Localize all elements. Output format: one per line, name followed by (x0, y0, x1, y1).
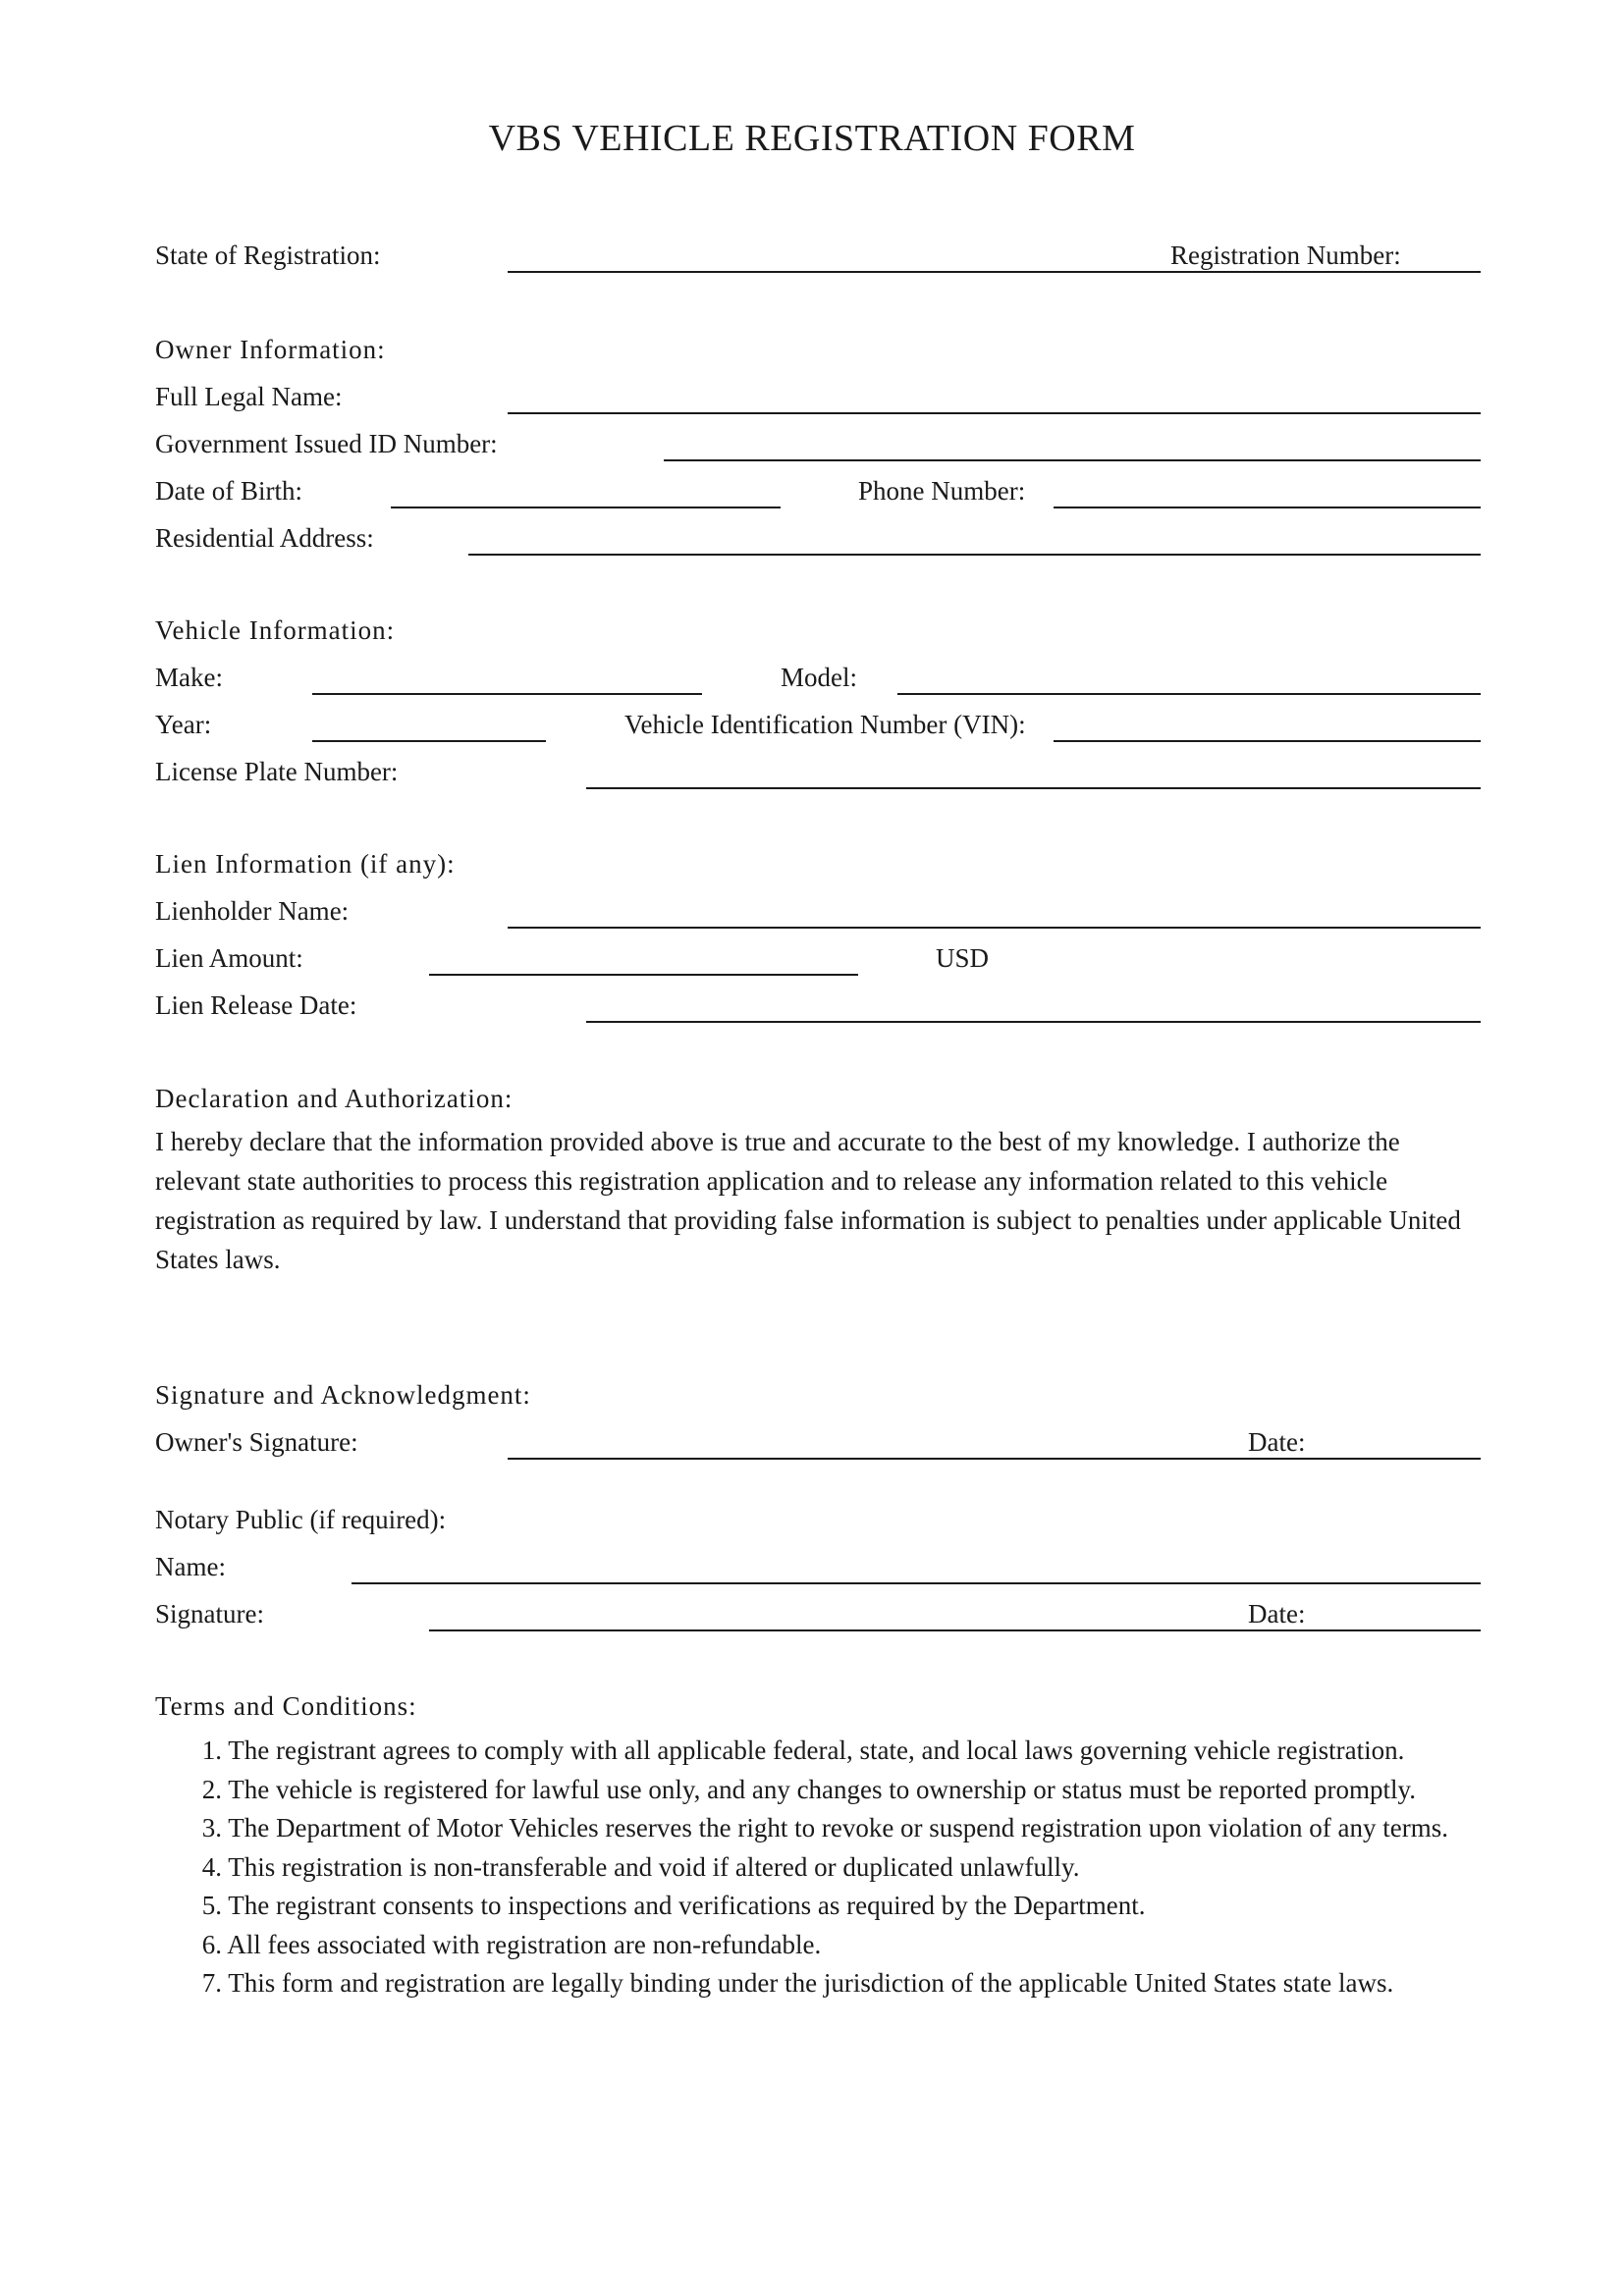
owner-signature-label: Owner's Signature: (155, 1427, 358, 1457)
terms-heading: Terms and Conditions: (155, 1691, 417, 1721)
residential-address-label: Residential Address: (155, 523, 374, 553)
year-field[interactable] (312, 740, 546, 742)
declaration-text (155, 1122, 1490, 1279)
terms-item-text: The registrant agrees to comply with all applicable federal, state, and local laws governing vehicle registration. (228, 1735, 1405, 1765)
terms-item (155, 1732, 1530, 1771)
notary-signature-field[interactable] (429, 1629, 1481, 1631)
date-of-birth-label: Date of Birth: (155, 476, 302, 506)
owner-information-heading: Owner Information: (155, 335, 386, 364)
terms-item (155, 1926, 1530, 1965)
notary-name-label: Name: (155, 1552, 226, 1581)
declaration-heading: Declaration and Authorization: (155, 1084, 514, 1113)
vehicle-information-heading: Vehicle Information: (155, 615, 396, 645)
terms-item-number: 7. (201, 1968, 222, 1998)
make-label: Make: (155, 663, 223, 692)
residential-address-field[interactable] (468, 554, 1481, 556)
terms-item-number: 4. (201, 1851, 222, 1882)
currency-label: USD (936, 943, 990, 973)
terms-item-text: The vehicle is registered for lawful use only, and any changes to ownership or status must be reported promptly. (228, 1774, 1416, 1804)
vin-label: Vehicle Identification Number (VIN): (624, 710, 1026, 739)
owner-signature-date-label: Date: (1248, 1427, 1306, 1457)
terms-item (155, 1887, 1530, 1926)
model-label: Model: (781, 663, 857, 692)
license-plate-label: License Plate Number: (155, 757, 399, 786)
date-of-birth-field[interactable] (391, 507, 781, 508)
lien-release-date-field[interactable] (586, 1021, 1481, 1023)
notary-heading: Notary Public (if required): (155, 1505, 447, 1534)
lien-information-heading: Lien Information (if any): (155, 849, 456, 879)
year-label: Year: (155, 710, 212, 739)
government-id-label: Government Issued ID Number: (155, 429, 498, 458)
terms-item-text: This registration is non-transferable and void if altered or duplicated unlawfully. (228, 1851, 1080, 1882)
state-of-registration-field[interactable] (508, 271, 1481, 273)
notary-signature-label: Signature: (155, 1599, 264, 1629)
terms-item-number: 1. (201, 1735, 222, 1765)
lienholder-name-field[interactable] (508, 927, 1481, 929)
phone-number-field[interactable] (1054, 507, 1481, 508)
terms-item-text: The registrant consents to inspections and verifications as required by the Department. (228, 1891, 1146, 1920)
terms-item (155, 1964, 1530, 2003)
state-of-registration-label: State of Registration: (155, 240, 381, 270)
terms-item-text: The Department of Motor Vehicles reserves the right to revoke or suspend registration upon violation of any terms. (228, 1813, 1448, 1842)
terms-item-number: 2. (201, 1774, 222, 1804)
terms-item-number: 5. (201, 1891, 222, 1920)
terms-item (155, 1848, 1530, 1888)
license-plate-field[interactable] (586, 787, 1481, 789)
make-field[interactable] (312, 693, 702, 695)
notary-date-label: Date: (1248, 1599, 1306, 1629)
terms-list (155, 1732, 1530, 2003)
lien-amount-field[interactable] (429, 974, 858, 976)
declaration-paragraph: I hereby declare that the information provided above is true and accurate to the best of my knowledge. I authorize the relevant state authorities to process this registration application and to release any information related to this vehicle registration as required by law. I understand that providing false information is subject to penalties under applicable United States laws. (155, 1127, 1461, 1274)
terms-item-number: 6. (201, 1929, 222, 1959)
form-title: VBS VEHICLE REGISTRATION FORM (488, 118, 1136, 159)
owner-signature-field[interactable] (508, 1458, 1481, 1460)
lien-amount-label: Lien Amount: (155, 943, 303, 973)
lien-release-date-label: Lien Release Date: (155, 990, 357, 1020)
full-legal-name-field[interactable] (508, 412, 1481, 414)
terms-item (155, 1809, 1530, 1848)
terms-item (155, 1771, 1530, 1810)
government-id-field[interactable] (664, 459, 1481, 461)
model-field[interactable] (897, 693, 1481, 695)
signature-heading: Signature and Acknowledgment: (155, 1380, 531, 1410)
registration-number-label: Registration Number: (1170, 240, 1401, 270)
phone-number-label: Phone Number: (858, 476, 1026, 506)
notary-name-field[interactable] (352, 1582, 1481, 1584)
vin-field[interactable] (1054, 740, 1481, 742)
terms-item-text: This form and registration are legally binding under the jurisdiction of the applicable United States state laws. (228, 1968, 1394, 1998)
full-legal-name-label: Full Legal Name: (155, 382, 343, 411)
terms-item-number: 3. (201, 1813, 222, 1842)
terms-item-text: All fees associated with registration are non-refundable. (227, 1929, 822, 1959)
lienholder-name-label: Lienholder Name: (155, 896, 350, 926)
